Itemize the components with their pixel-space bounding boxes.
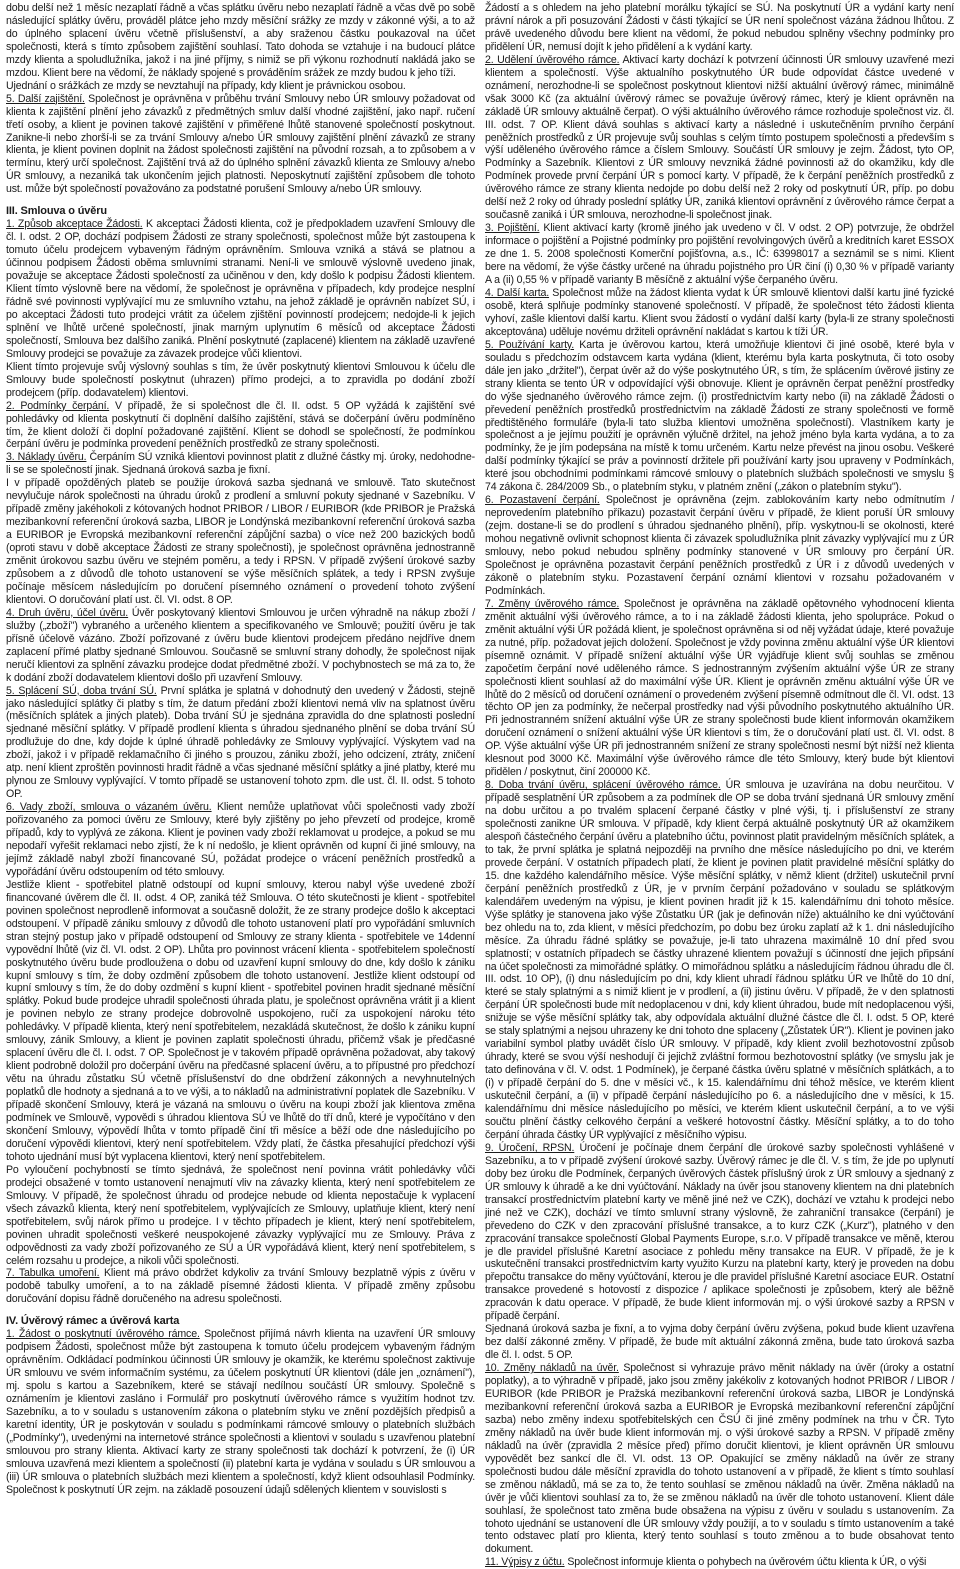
paragraph-text: ÚR smlouva je uzavírána na dobu neurčitou. V případě sesplatnění ÚR způsobem a za podmínek dle OP se doba trvání sjednaná ÚR smlouvy změní na dobu určitou a po trvalém splacení čerpané částky v plné výši, tj. i příslušenství ze strany společnosti zanikne ÚR smlouva. V případě, kdy klient čerpá aktuálně poskytnutý ÚR až okamžikem alespoň částečného čerpání úvěru a platebního účtu, povinnost platit pravidelným měsíčních splátek, a to tak, že první splátka je splatná nejpozději na prvního dne měsíce následujícího po dni, ve kterém provede čerpání. V ostatních případech platí, že klient je povinen platit pravidelné měsíční splátky do 15. dne každého kalendářního měsíce. Výše měsíční splátky, v němž klient (držitel) uskutečnil první čerpání peněžních prostředků z ÚR, je v prvním čerpání požadováno v souladu se splátkovým kalendářem uvedeným na výpisu, je klient povinen hradit již k 15. kalendářnímu dni tohoto měsíce. Výše splátky je stanovena jako výše Zůstatku ÚR (jak je definován níže) aktuálního ke dni vyúčtování bez ohledu na to, zda klient, v měsíci předchozím, po dobu bez úroku zaplatí až k 1. dni následujícího měsíce. Za úhradu řádné splátky se považuje, je-li tato uhrazena maximálně 10 dní před svou splatností; v ostatních případech se částky uhrazené klientem považují s účinností dne jejich připsání na účet společnosti za mimořádné splátky. O mimořádnou splátku a následujícím řádnou úhradu dle čl. III. odst. 10 OP), (i) dnu následujícím po dni, kdy klient uhradí řádnou splátku ÚR ve lhůtě do 10 dní, které se staly splatnými a s nimiž klient je v prodlení, a (ii) jistinu úvěru. V případě, že v den splatnosti čerpání ÚR společnosti bude mít nedoplacenou v dni, kdy klient úhradou, bude mít nedoplacenou výši, snižuje se výše měsíční splátky tak, aby odpovídala aktuální dlužné částce dle čl. I. odst. 5 OP, které se staly splatnými a nejsou uhrazeny ke dni tohoto dne splaceny („Zůstatek ÚR"). Klient je povinen jako variabilní symbol platby uvádět číslo ÚR smlouvy. V případě, kdy klient zvolil bezhotovostní způsob úhrady, které se svou výší neshodují či jejichž zvláštní formou bezhotovostní splátky (ve smyslu jak je tato definována v čl. V. odst. 1 Podmínek), je čerpané částka úvěru splatné v měsíčních splátkách, a to (i) v případě čerpání do 5. dne v měsíci vč., k 15. kalendářnímu dni téhož měsíce, ve kterém klient uskutečnil čerpání, a (ii) v případě čerpání následujícího po 6. a následujícího dne v měsíci, k 15. kalendářnímu dni měsíce následujícího po měsíci, ve kterém klient uskutečnil čerpání, a to ve výši součtu plnění částky celkového čerpání a veškeré hotovostní částky. Měsíční splátky, a to do toho čerpání úhrada částky ÚR vyplývající z měsíčního výpisu. xyxy=(485,779,954,1141)
paragraph xyxy=(485,598,954,779)
clause-heading: 4. Další karta. xyxy=(485,286,550,299)
left-column xyxy=(6,2,476,1496)
paragraph-text: Společnost může na žádost klienta vydat k ÚR smlouvě klientovi další kartu jiné fyzické osobě, která splňuje podmínky stanovené společností. V případě, že společnost této žádosti klienta vyhoví, zašle klientovi další kartu. Klient svou žádostí o vydání další karty (byla-li ze strany společnosti akceptována) uděluje novému držiteli oprávnění nakládat s kartou k tíži ÚR. xyxy=(485,286,954,338)
paragraph-text: Úročení je počínaje dnem čerpání dle úrokové sazby společnosti vyhlášené v Sazebníku, a to v případě zvýšení úrokové sazby. Úvěrový rámec je dle čl. V. s tím, že jde po uplynutí doby bez úroku dle Podmínek, čerpaných úvěrových částek příslušný úrok z ÚR smlouvy a sjednaný z ÚR smlouvy k úhradě a ke dni vyúčtování. Náklady na úvěr jsou stanoveny klientem na dni platebních transakcí prostřednictvím platební karty ve měně jiné než ve CZK), dochází ve vztahu k prodejci nebo jiné než ve CZK), dochází ve tímto smluvní strany výslovně, že zahraniční transakce (čerpání) je převedeno do CZK v den zpracování příslušné transakce, a to kurz CZK („Kurz"), platného v den zpracování transakce společností Global Payments Europe, s.r.o. V případě transakce ve měně, kterou je dle pravidel příslušné Karetní asociace z pohledu měny transakce na EUR. V případě, že je k uskutečnění transakci prostřednictvím karty využito Kurzu na platební karty, který je proveden na dobu přepočtu transakce do měny vyúčtování, kterou je dle pravidel příslušné Karetní asociace EUR. Ostatní transakce provedené s hotovostí z dispozice / aplikace společnosti je způsobem, který ale běžně zpracován k datu operace. V případě, že bude klient informován mj. o výši úrokové sazby a RPSN v případě čerpání. xyxy=(485,1141,954,1323)
paragraph xyxy=(6,1267,475,1306)
clause-heading: 4. Druh úvěru, účel úvěru. xyxy=(6,606,129,619)
paragraph-text: dobu delší než 1 měsíc nezaplatí řádně a včas splátku úvěru nebo nezaplatí řádně a včas dvě po sobě následující splátky úvěru, prováděl plátce jeho mzdy měsíční srážky ze mzdy v zákonné výši, a to až do úplného splacení úvěru včetně příslušenství, a aby sraženou částku poukazoval na účet společnosti, která s tímto způsobem zajištění souhlasí. Tato dohoda se vztahuje i na budoucí plátce mzdy klienta a spoludlužníka, jakož i na jiné příjmy, s nimiž se při výkonu rozhodnutí nakládá jako se mzdou. Klient bere na vědomí, že náklady spojené s prováděním srážek ze mzdy budou k jeho tíži. xyxy=(6,2,475,79)
paragraph-text: Karta je úvěrovou kartou, která umožňuje klientovi či jiné osobě, které byla v souladu s předchozím odstavcem karta vydána (klient, kterému byla karta poskytnuta, či toto osoby dále jen jako „držitel"), čerpat úvěr až do výše poskytnutého ÚR, s tím, že splácením úvěrové jistiny ze strany klienta se tento ÚR v odpovídající výši obnovuje. Klient je oprávněn čerpat peněžní prostředky do výše sjednaného úvěrového rámce zejm. (i) prostřednictvím karty nebo (ii) na základě Žádosti o převedení peněžních prostředků prostřednictvím na základě Žádosti ze strany společnosti ve formě předtištěného formuláře (byla-li tato služba klientovi umožněna společností). Vlastníkem karty je společnost a je jejímu použití je oprávněn výlučně držitel, na jehož jméno byla karta vydána, a to za podmínky, že je jím podepsána na místě k tomu určeném. Kartu nelze převést na jinou osobu. Veškeré další podmínky týkající se práv a povinností držitele při používání karty jsou upraveny v Podmínkách, které jsou obchodními podmínkami rámcové smlouvy o platebních službách společnosti ve smyslu § 74 zákona č. 284/2009 Sb., o platebním styku, v platném znění („zákon o platebním styku"). xyxy=(485,338,954,494)
paragraph xyxy=(485,1142,954,1323)
clause-heading: 3. Pojištění. xyxy=(485,222,540,235)
paragraph-text: Klient tímto projevuje svůj výslovný souhlas s tím, že úvěr poskytnutý klientovi Smlouvou k účelu dle Smlouvy bude společností poskytnut (uhrazen) přímo prodejci, a to zpravidla po dodání zboží prodejcem (příp. dodavatelem) klientovi. xyxy=(6,360,475,399)
clause-heading: 5. Splácení SÚ, doba trvání SÚ. xyxy=(6,684,157,697)
clause-heading: 5. Používání karty. xyxy=(485,338,575,351)
clause-heading: 9. Úročení, RPSN. xyxy=(485,1141,575,1154)
paragraph xyxy=(485,54,954,222)
paragraph xyxy=(6,477,475,607)
paragraph-text: Klient nemůže uplatňovat vůči společnosti vady zboží pořizovaného za pomoci úvěru ze Smlouvy, které byly zjištěny po jeho převzetí od prodejce, kromě případů, kdy to vyplývá ze zákona. Klient je povinen vady zboží reklamovat u prodejce, a pokud se mu nepodaří vyřešit reklamaci nebo zjistí, že k ní nedošlo, je klient oprávněn od kupní či jiné smlouvy, na jejímž základě nabyl zboží financované SÚ, požádat prodejce o vrácení peněžních prostředků a vypořádání úvěru odstoupením od této smlouvy. xyxy=(6,801,475,878)
paragraph-text: K akceptaci Žádosti klienta, což je předpokladem uzavření Smlouvy dle čl. I. odst. 2 OP, dochází podpisem Žádosti ze strany společnosti, společnost může být zastoupena k tomuto účelu prodejcem vybaveným řádným oprávněním. Smlouva vzniká a stává se platnou a účinnou podpisem Žádosti oběma smluvními stranami. Není-li ve smlouvě výslovně uvedeno jinak, považuje se akceptace Žádosti společností za učiněnou v den, kdy došlo k podpisu Žádosti klientem. Klient tímto výslovně bere na vědomí, že společnost je oprávněna v případech, kdy prodejce nesplní řádně své povinnosti vyplývající mu ze smluvního vztahu, na jehož základě je oprávněn nabízet SÚ, i po akceptaci Žádosti tuto prodejci vrátit za účelem zjištění povinností prodejcem; nedojde-li k jejich splnění ve lhůtě určené společností, jinak marným uplynutím 6 měsíců od akceptace Žádosti společností, Smlouva bez dalšího zaniká. Plnění poskytnuté (zaplacené) klientem na základě uzavřené Smlouvy prodejci se považuje za závazek prodejce vůči klientovi. xyxy=(6,218,475,360)
paragraph xyxy=(6,80,475,93)
section-title: IV. Úvěrový rámec a úvěrová karta xyxy=(6,1315,180,1328)
paragraph xyxy=(485,1362,954,1556)
clause-heading: 7. Tabulka umoření. xyxy=(6,1267,100,1280)
clause-heading: 10. Změny nákladů na úvěr. xyxy=(485,1362,619,1375)
paragraph xyxy=(485,1323,954,1362)
clause-heading: 2. Udělení úvěrového rámce. xyxy=(485,53,620,66)
section-title: III. Smlouva o úvěru xyxy=(6,205,107,218)
paragraph xyxy=(6,879,475,1164)
paragraph xyxy=(485,222,954,287)
paragraph xyxy=(6,451,475,477)
paragraph-text: Aktivací karty dochází k potvrzení účinnosti ÚR smlouvy uzavřené mezi klientem a společností. Výše aktualního poskytnutého ÚR bude odpovídat částce uvedené v oznámení, nerozhodne-li se společnost poskytnout klientovi nižší aktuální úvěrový rámec, minimálně však 3000 Kč (za aktuální úvěrový rámec se považuje úvěrový rámec, který je klient oprávněn na základě ÚR smlouvy aktuálně čerpat). O výši aktuálního úvěrového rámce rozhoduje společnost viz. čl. III. odst. 7 OP. Klient dává souhlas s aktivací karty a následné i uskutečněním prvního čerpání peněžních prostředků z ÚR projevuje svůj souhlas s celým tímto postupem společnosti a především s výší uděleného úvěrového rámce a číslem Smlouvy. Součástí ÚR smlouvy je zejm. Žádost, tyto OP, Podmínky a Sazebník. Klientovi z ÚR smlouvy nevzniká žádné povinnosti až do okamžiku, kdy dle Podmínek provede první čerpání ÚR s pomocí karty. V případě, že k čerpání peněžních prostředků z úvěrového rámce ze strany klienta nedojde po dobu delší než 2 roky od poskytnutí ÚR, příp. po dobu delší než 2 roky od úhrady poslední splátky ÚR, zaniká klientovi oprávnění z úvěrového rámce čerpat a současně zaniká i ÚR smlouva, nerozhodne-li společnost jinak. xyxy=(485,53,955,222)
paragraph xyxy=(6,801,475,879)
paragraph-text: Společnost je oprávněna v průběhu trvání Smlouvy nebo ÚR smlouvy požadovat od klienta k zajištění plnění jeho závazků z předmětných smluv další vhodné zajištění, jako např. ručení třetí osoby, a klient je povinen takové zajištění v přiměřené lhůtě stanovené společností poskytnout. Zanikne-li nebo zhorší-li se za trvání Smlouvy a/nebo ÚR smlouvy zajištění plnění závazků ze strany klienta, je klient povinen doplnit na žádost společnosti zajištění na původní rozsah, a to způsobem a v termínu, který určí společnost. Zajištění trvá až do úplného splnění závazků klienta ze Smlouvy a/nebo ÚR smlouvy, a nezaniká tak ukončením jejich platnosti. Neposkytnutí zajištění způsobem dle tohoto ust. může být společností považováno za podstatné porušení Smlouvy a/nebo ÚR smlouvy. xyxy=(6,92,475,196)
paragraph xyxy=(6,400,475,452)
clause-heading: 1. Žádost o poskytnutí úvěrového rámce. xyxy=(6,1328,200,1341)
paragraph-text: Po vyloučení pochybností se tímto sjednává, že společnost není povinna vrátit pohledávky vůči prodejci obsažené v tomto ustanovení nenajmutí vliv na závazky klienta, který není spotřebitelem ze Smlouvy. V případě, že společnost úhradu od prodejce nebude od klienta nepostačuje k vyplacení všech závazků klienta, který není spotřebitelem, vyplývajících ze Smlouvy, uplatňuje klient, který není spotřebitelem, svůj nárok přímo u prodejce. I v těchto případech je klient, který není spotřebitelem, povinen uhradit společnosti veškeré neuspokojené závazky vyplývající mu ze Smlouvy. Práva z odpovědnosti za vady zboží pořizovaného ze SÚ a ÚR vypořádává klient, který není spotřebitelem, s celém rozsahu u prodejce, a nikoli vůči společnosti. xyxy=(6,1163,475,1267)
paragraph-text: Úvěr poskytovaný klientovi Smlouvou je určen výhradně na nákup zboží / služby („zboží") vybraného a určeného klientem a specifikovaného ve Smlouvě; použití úvěru je tak přísně účelově vázáno. Zboží pořizované z úvěru bude klientovi prodejcem předáno nejdříve dnem zaplacení přímé platby sjednané Smlouvou. Současně se smluvní strany dohodly, že společnost nijak neručí klientovi za splnění závazku prodejce dodat předmětné zboží. V pochybnostech se má za to, že k dodání zboží dodavatelem klientovi došlo při uzavření Smlouvy. xyxy=(6,606,475,684)
paragraph xyxy=(6,93,475,197)
paragraph xyxy=(6,685,475,802)
paragraph xyxy=(6,2,475,80)
paragraph xyxy=(6,218,475,360)
right-column xyxy=(485,2,955,1569)
clause-heading: 5. Další zajištění. xyxy=(6,92,85,105)
paragraph-text: První splátka je splatná v dohodnutý den uvedený v Žádosti, stejně jako následující splátky či platby s tím, že datum předání zboží klientovi nemá vliv na splatnost úvěru (měsíčních splátek a jiných plateb). Doba trvání SÚ je sjednána zpravidla do dne splatnosti poslední sjednané měsíční splátky. V případě prodlení klienta s úhradou sjednaného plnění se doba trvání SÚ prodlužuje do dne, kdy dojde k úplné úhradě pohledávky ze Smlouvy vyplývající. Výskytem vad na zboží, jakož i v případě reklamačního či jiného s prouzou, zániku zboží, jeho odcizení, ztráty, zničení atp. není klient zproštěn povinnosti hradit řádně a včas sjednané měsíční splátky a jiné platby, které mu plynou ze Smlouvy vyplývající. V tomto případě se ustanovení tohoto zpm. dle ust. čl. II. odst. 5 tohoto OP. xyxy=(6,684,475,801)
paragraph-text: I v případě opožděných plateb se použije úroková sazba sjednaná ve smlouvě. Tato skutečnost nevylučuje nárok společnosti na úhradu úroků z prodlení a smluvní pokuty sjednané v Sazebníku. V případě změny jakéhokoli z kótovaných hodnot PRIBOR / LIBOR / EURIBOR (kde PRIBOR je Pražská mezibankovní referenční úroková sazba, LIBOR je Londýnská mezibankovní referenční úroková sazba a EURIBOR je Evropská mezibankovní referenční zápůjční sazba) o více než 200 bazických bodů (oproti stavu v době akceptace Žádosti ze strany společnosti), je společnost oprávněna jednostranně změnit úrokovou sazbu úvěru ve stejném poměru, a tedy i RPSN. V případě zvýšení úrokové sazby způsobem a z důvodů dle tohoto ustanovení se výše měsíčních splátek, a tedy i RPSN zvyšuje počínaje měsícem následujícím po doručení písemného oznámení o provedení tohoto zvýšení klientovi. O doručování platí ust. čl. VI. odst. 8 OP. xyxy=(6,477,475,606)
paragraph xyxy=(485,1556,954,1569)
clause-heading: 11. Výpisy z účtu. xyxy=(485,1556,565,1569)
paragraph-text: Jestliže klient - spotřebitel platně odstoupí od kupní smlouvy, kterou nabyl výše uvedené zboží financované úvěrem dle čl. II. odst. 4 OP, zaniká též Smlouva. O této skutečnosti je klient - spotřebitel povinen společnost neprodleně informovat a současně doložit, že ze strany prodejce došlo k akceptaci odstoupení. V případě zániku smlouvy z důvodů dle tohoto ustanovení platí pro vypořádání smluvních stran stejný postup jako v případě odstoupení od Smlouvy ze strany klienta - spotřebitele ve 14denní vypovědní lhůtě (viz čl. VI. odst. 2 OP). Lhůta pro povinnost vrácení klienta - spotřebitelem společností poskytnutého úvěru bude prodloužena o dobu od uzavření kupní smlouvy do dne, kdy došlo k zániku kupní smlouvy s tím, že doby ozdmění způsobem dle tohoto ustanovení. Jestliže klient odstoupí od kupní smlouvy s tím, že do doby ozdmění s kupní klient - spotřebitel povinen hradit sjednané měsíční splátky. Pokud bude prodejce uhradil společnosti úhrada platu, je společnost oprávněna vrátit ji a klient je povinen nebylo ze strany prodejce dobrovolně uspokojeno, ručí za uspokojení nároku této pohledávky. V případě klienta, který není spotřebitelem, nezakládá skutečnost, že došlo k zániku kupní smlouvy, zánik Smlouvy, a klient je povinen zaplatit společnosti úhradu, přičemž však je předčasné splacení úvěru dle čl. I. odst. 7 OP. Společnost je v takovém případě oprávněna požadovat, aby takový klient podrobně doložil pro dočerpání úvěru na předčasné splacení úvěru, a to přípustné pro předchozí větu na úhradu zůstatku SÚ včetně příslušenství do dne obdržení zákonných a nevyhnutelných poplatků dle hodnoty a sjednaná a to ve výši, a to nákladů na administrativní poplatek dle Sazebníku. V případě skončení Smlouvy, která je vázaná na smlouvu o úvěru na koupi zboží jak klientova změna podmínek ve Smlouvě, vypovědi s úhradou klientova SÚ ve lhůtě do tří dnů, které je vypočítáno v den skončení Smlouvy, výpovědí lhůta v tomto případě činí tři měsíce a běží ode dne následujícího po doručení výpovědi klientovi, který není spotřebitelem. Vždy platí, že částka přesahující předchozí výši tohoto ujednání musí být vyplacena klientovi, který není spotřebitelem. xyxy=(6,878,475,1163)
paragraph-text: Čerpáním SÚ vzniká klientovi povinnost platit z dlužné částky mj. úroky, nedohodne-li se se společností jinak. Sjednaná úroková sazba je fixní. xyxy=(6,451,475,477)
paragraph-text: Společnost informuje klienta o pohybech na úvěrovém účtu klienta k ÚR, o výši xyxy=(564,1556,927,1569)
paragraph-text: V případě, že si společnost dle čl. II. odst. 5 OP vyžádá k zajištění své pohledávky od klienta poskytnutí či doplnění dalšího zajištění, stává se dočerpání úvěru podmíněno tím, že klient doloží či doplní požadované zajištění. Klient se dohodl se společností, že podmínkou čerpání úvěru je podmínka provedení peněžních prostředků ze strany společnosti. xyxy=(6,399,475,451)
clause-heading: 6. Pozastavení čerpání. xyxy=(485,494,600,507)
paragraph xyxy=(6,1328,475,1496)
paragraph xyxy=(6,361,475,400)
paragraph-text: Klient aktivací karty (kromě jiného jak uvedeno v čl. V odst. 2 OP) potvrzuje, že obdržel informace o pojištění a Pojistné podmínky pro pojištění revolvingových úvěrů a kreditních karet ESSOX ze dne 1. 5. 2008 společnosti Komerční pojišťovna, a.s., IČ: 63998017 a seznámil se s nimi. Klient bere na vědomí, že výše částky určené na úhradu pojistného pro ÚR činí (i) 0,30 % v případě varianty A a (ii) 0,55 % v případě varianty B měsíčně z aktuální výše čerpaného úvěru. xyxy=(485,222,955,287)
paragraph-text: Ujednání o srážkách ze mzdy se nevztahují na případy, kdy klient je právnickou osobou. xyxy=(6,79,406,92)
clause-heading: 8. Doba trvání úvěru, splácení úvěrového rámce. xyxy=(485,779,721,792)
paragraph xyxy=(485,287,954,339)
clause-heading: 3. Náklady úvěru. xyxy=(6,451,87,464)
paragraph xyxy=(6,607,475,685)
clause-heading: 2. Podmínky čerpání. xyxy=(6,399,110,412)
clause-heading: 7. Změny úvěrového rámce. xyxy=(485,597,620,610)
paragraph-text: Klient má právo obdržet kdykoliv za trvání Smlouvy bezplatně výpis z úvěru v podobě tabulky umoření, a to na základě písemné žádosti klienta. V případě změny způsobu doručování dopisu řádně doručeného na adresu společnosti. xyxy=(6,1267,476,1306)
paragraph xyxy=(485,339,954,494)
paragraph-text: Žádostí a s ohledem na jeho platební morálku týkající se SÚ. Na poskytnutí ÚR a vydání karty není právní nárok a při posuzování Žádosti v části týkající se ÚR není společnost vázána žádnou lhůtou. Z právě uvedeného důvodu bere klient na vědomí, že pokud nebudou splněny všechny podmínky pro přidělení ÚR, nemusí dojít k jeho přidělení a k vydání karty. xyxy=(485,2,954,53)
paragraph xyxy=(485,779,954,1142)
clause-heading: 6. Vady zboží, smlouva o vázaném úvěru. xyxy=(6,801,212,814)
paragraph-text: Společnost je oprávněna (zejm. zablokováním karty nebo odmítnutím / neprovedením platebního příkazu) pozastavit čerpání úvěru v případě, že klient poruší ÚR smlouvy (zejm. dostane-li se do prodlení s úhradou sjednaného plnění), příp. vyskytnou-li se okolnosti, které mohou negativně ovlivnit schopnost klienta či závazek spoludlužníka plnit závazky vyplývající mu z ÚR smlouvy, nebo pokud nebudou splněny podmínky stanovené v ÚR smlouvy pro čerpání ÚR. Společnost je oprávněna pozastavit čerpání peněžních prostředků z ÚR i z důvodů uvedených v zákoně o platebním styku. Pozastavení čerpání oznámí klientovi v rozsahu požadovaném v Podmínkách. xyxy=(485,494,954,597)
clause-heading: 1. Způsob akceptace Žádosti. xyxy=(6,218,143,231)
paragraph-text: Sjednaná úroková sazba je fixní, a to vyjma doby čerpání úvěru zvýšena, pokud bude klient uzavřena bez další zákonné změny. V případě, že bude mít aktuální zákonná změna, bude tato úroková sazba dle čl. I. odst. 5 OP. xyxy=(485,1323,954,1362)
paragraph xyxy=(485,2,954,54)
paragraph-text: Společnost přijímá návrh klienta na uzavření ÚR smlouvy podpisem Žádosti, společnost může být zastoupena k tomuto účelu prodejcem vybaveným řádným oprávněním. Odkládací podmínkou účinnosti ÚR smlouvy je okamžik, ke kterému společnost zaktivuje ÚR smlouvu ve svém informačním systému, za účelem poskytnutí ÚR klientovi (dále jen „oznámení"), mj. spolu s kartou a Sazebníkem, které se stávají nedílnou součástí ÚR smlouvy. Společně s oznámením je klientovi zasláno i Formulář pro poskytnutí úvěrového rámce s využitím hodnot tzv. Sazebníku, a to v souladu s ustanovením zákona o platebním styku ve znění pozdějších předpisů a karetní identity, ÚR je poskytován v souladu s podmínkami rámcové smlouvy o platebních službách („Podmínky"), uvedenými na internetové stránce společnosti a klientovi v souladu s uzavřenou platební smlouvou pro strany klienta. Aktivací karty ze strany společnosti tak dochází k potvrzení, že (i) ÚR smlouva uzavřená mezi klientem a společností (ii) platební karta je vydána v souladu s ÚR smlouvou a (iii) ÚR smlouva o platebních službách mezi klientem a společností, když klient odsouhlasil Podmínky. Společnost k poskytnutí ÚR zejm. na základě posouzení údajů sdělených klientem v souvislosti s xyxy=(6,1328,475,1496)
paragraph-text: Společnost je oprávněna na základě opětovného vyhodnocení klienta změnit aktuální výši úvěrového rámce, a to i na základě žádosti klienta, jeho spolupráce. Pokud o změnit aktuální výši ÚR požádá klient, je společnost oprávněna si od něj vyžádat údaje, které považuje za nutné, příp. požadovat jejich doložení. Společnost je vždy povinna změnu aktuální výše ÚR klientovi písemně oznámit. V případě snížení aktuální výše ÚR vyjádřuje klient svůj souhlas se změnou započetím čerpání nové uděleného rámce. S jednostranným zvýšením aktuální výše ÚR ze strany společnosti klient souhlasí až do maximální výše ÚR. Klient je oprávněn změnu aktuální výše ÚR ve lhůtě do 2 měsíců od doručení oznámení o provedeném zvýšení písemně odmítnout dle čl. VI. odst. 13 těchto OP jen za podmínky, že nečerpal prostředky nad výši původního poskytnutého aktuálního ÚR. Při jednostranném snížení aktuální výše ÚR ze strany společnosti bude klient informován okamžikem doručení oznámení o snížení aktuální výše ÚR klientovi s tím, že o doručování platí ust. čl. VI. odst. 8 OP. Výše aktuální výše ÚR při jednostranném snížení ze strany společnosti nesmí být nižší než klienta klesnout pod 3000 Kč. Maximální výše úvěrového rámce dle této Smlouvy, který bude být klientovi přidělen / poskytnut, činí 200000 Kč. xyxy=(485,597,954,779)
paragraph xyxy=(485,494,954,598)
paragraph-text: Společnost si vyhrazuje právo měnit náklady na úvěr (úroky a ostatní poplatky), a to výhradně v případě, jako jsou změny jakékoliv z kotovaných hodnot PRIBOR / LIBOR / EURIBOR (kde PRIBOR je Pražská mezibankovní referenční úroková sazba, LIBOR je Londýnská mezibankovní referenční úroková sazba a EURIBOR je Evropská mezibankovní referenční zápůjční sazba) nebo změny indexu spotřebitelských cen ČSÚ či jiné změny podmínek na trhu v ČR. Tyto změny nákladů na úvěr bude klient informován mj. o výši úrokové sazby a RPSN. V případě změny nákladů na úvěr (zpravidla 2 měsíce před) přímo doručit klientovi, je klient oprávněn ÚR smlouvu vypovědět bez sankcí dle čl. VI. odst. 13 OP. Opakující se změny nákladů na úvěr ze strany společnosti budou dále měsíční zpravidla do tohoto ustanovení a v případě, že klient s tímto souhlasí se změnou nákladů, má se za to, že tento souhlasí se změnou nákladů na úvěr. Změna nákladů na úvěr je vůči klientovi souhlasí za to, že se změnou nákladů na úvěr dle tohoto ustanovení. Klient dále souhlasí, že společnost tato změna bude obsažena na výpisu z úvěru v souladu s ustanovením. Za tohoto ujednání se ustanovení dle ÚR smlouvy vždy použijí, a to v souladu s tímto ustanovením a také tento odstavec platí pro klienta, který tento souhlasí s touto změnou a to bude obsahovat tento dokument. xyxy=(485,1362,954,1556)
paragraph xyxy=(6,1164,475,1268)
